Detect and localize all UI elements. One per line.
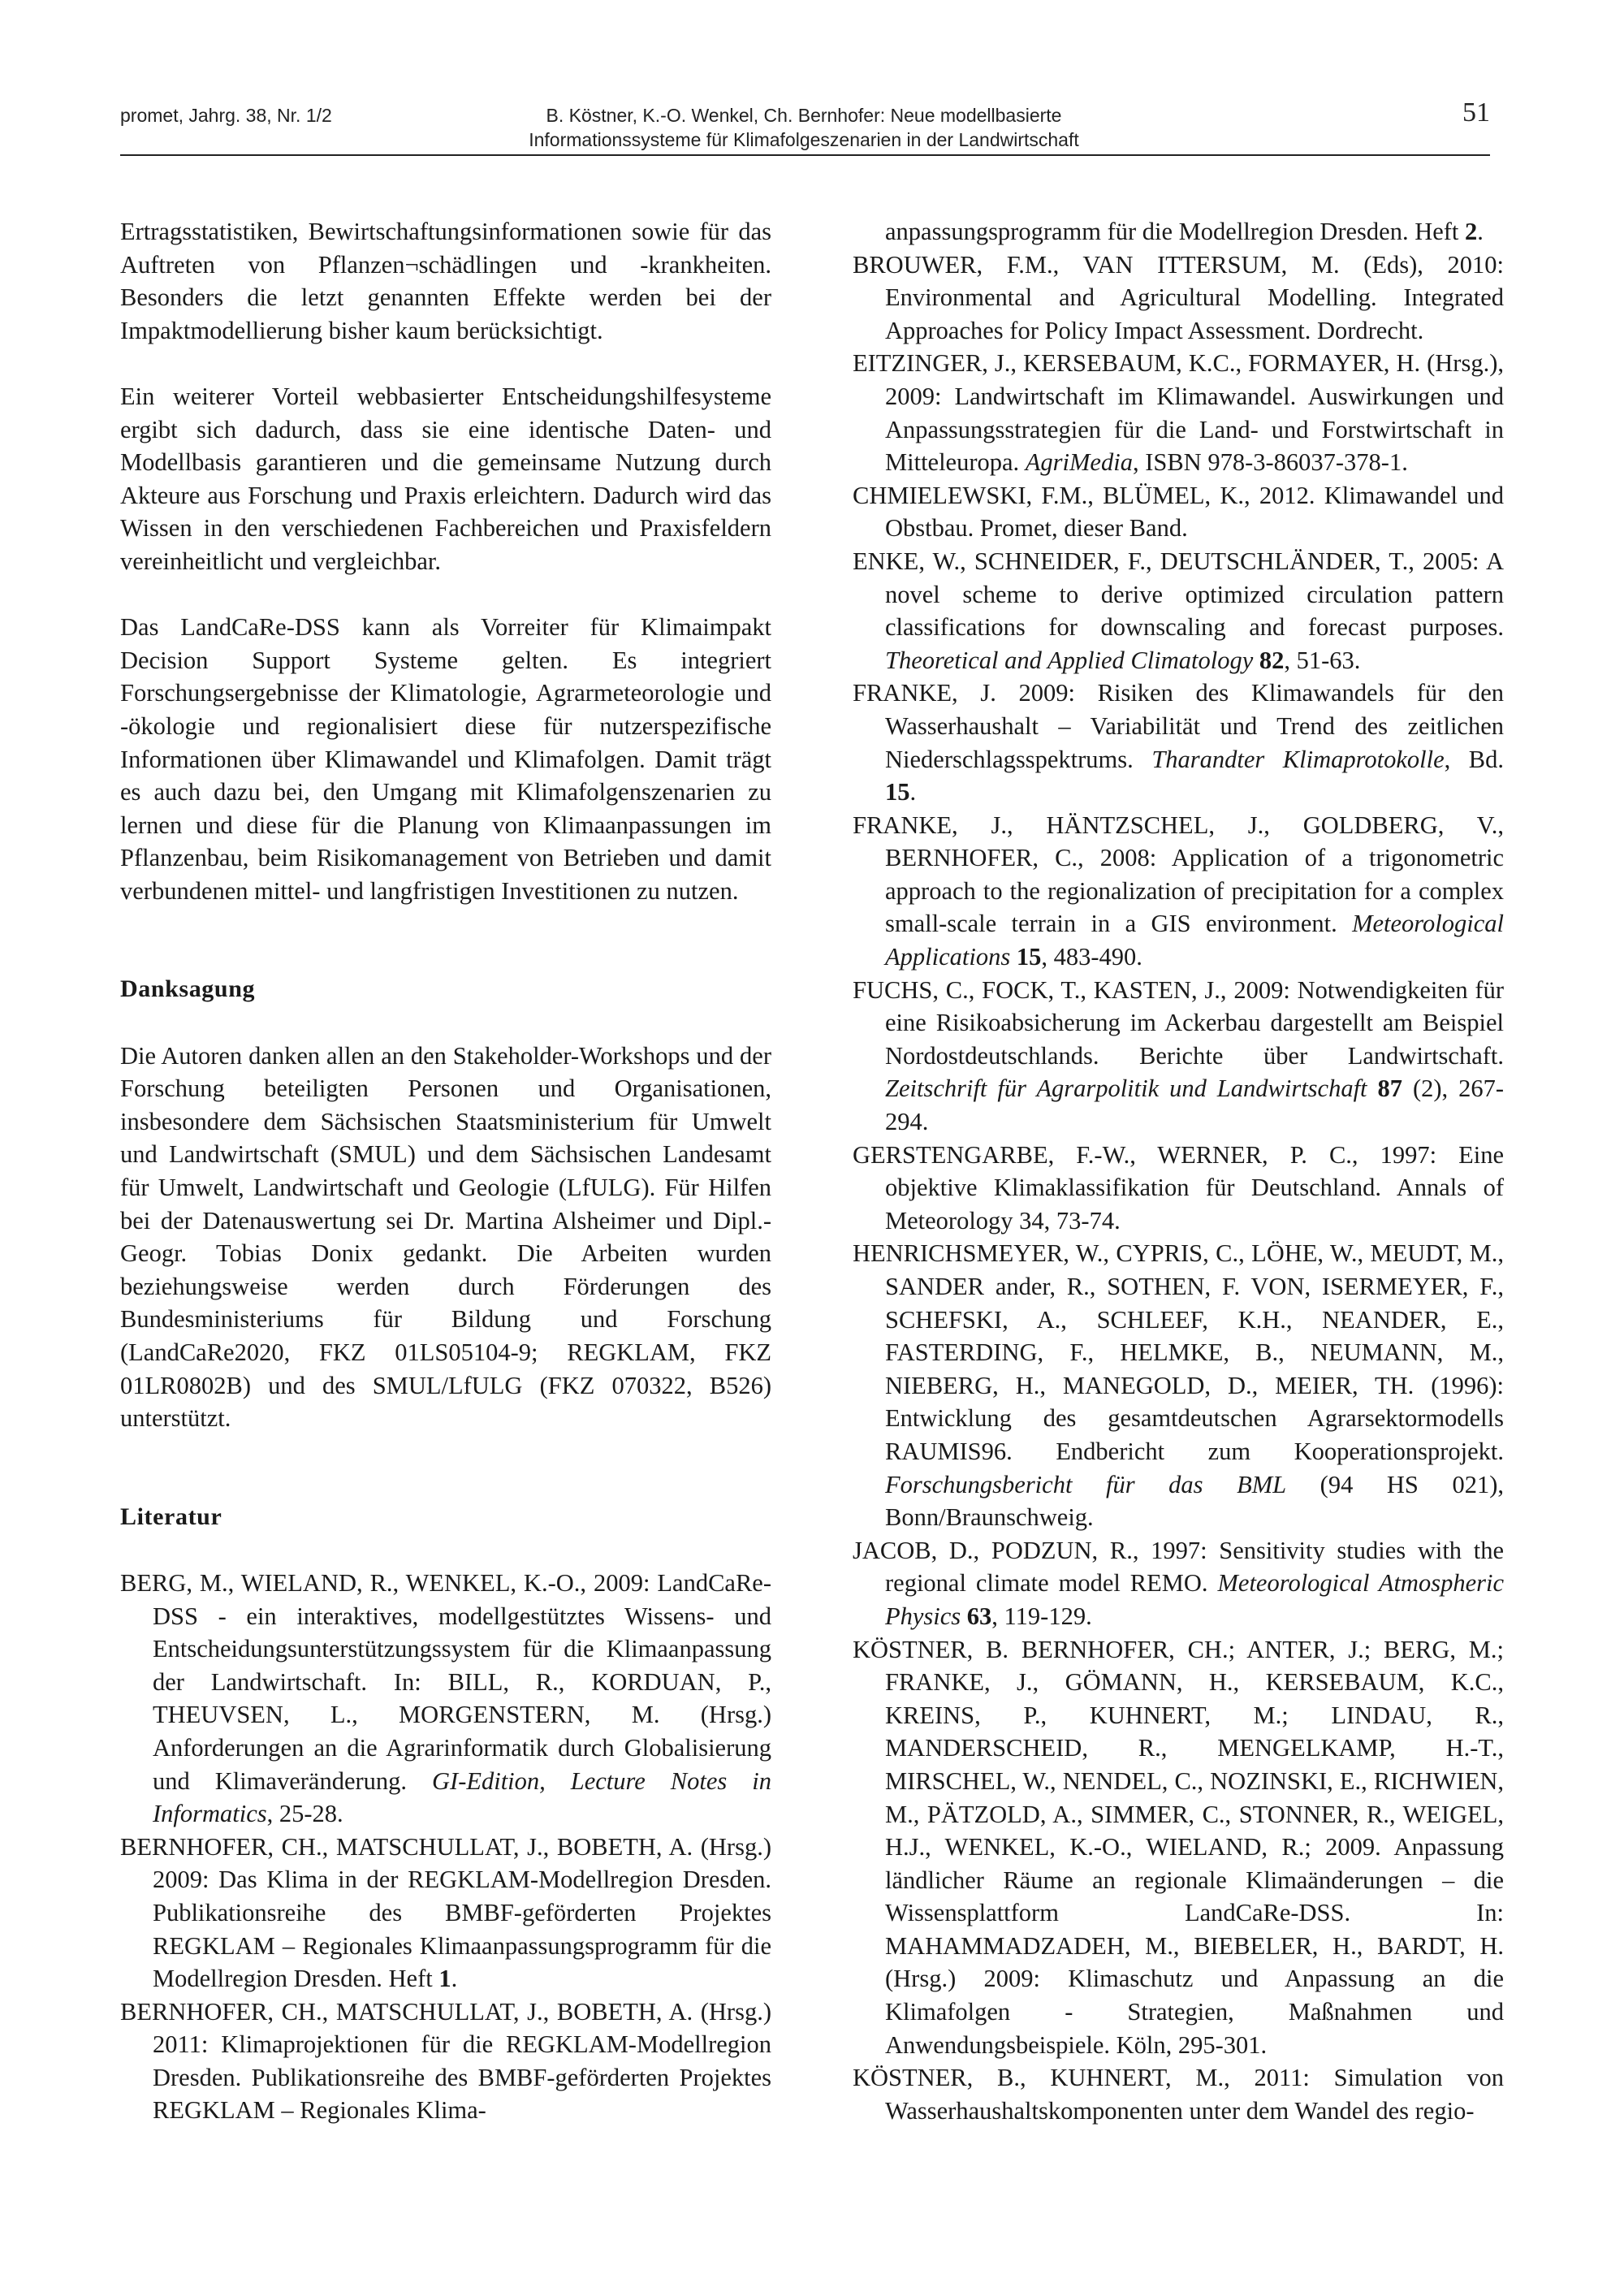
- reference-bernhofer-2011: BERNHOFER, CH., MATSCHULLAT, J., BOBETH, A. (Hrsg.) 2011: Klimaprojektionen für die REGKLAM-Modellregion Dresden. Publikationsreihe des BMBF-geförderten Projektes REGKLAM – Regionales Klima-: [120, 1997, 771, 2125]
- reference-berg: BERG, M., WIELAND, R., WENKEL, K.-O., 2009: LandCaRe-DSS - ein interaktives, modellgestütztes Wissens- und Entscheidungsunterstützungssystem für die Klimaanpassung der Landwirtschaft. In: BILL, R., KORDUAN, P., THEUVSEN, L., MORGENSTERN, M. (Hrsg.) Anforderungen an die Agrarinformatik durch Globalisierung und Klimaveränderung. GI-Edition, Lecture Notes in Informatics, 25-28.: [120, 1568, 771, 1828]
- reference-koestner-2009: KÖSTNER, B. BERNHOFER, CH.; ANTER, J.; BERG, M.; FRANKE, J., GÖMANN, H., KERSEBAUM, K.C., KREINS, P., KUHNERT, M.; LINDAU, R., MANDERSCHEID, R., MENGELKAMP, H.-T., MIRSCHEL, W., NENDEL, C., NOZINSKI, E., RICHWIEN, M., PÄTZOLD, A., SIMMER, C., STONNER, R., WEIGEL, H.J., WENKEL, K.-O., WIELAND, R.; 2009. Anpassung ländlicher Räume an regionale Klimaänderungen – die Wissensplattform LandCaRe-DSS. In: MAHAMMADZADEH, M., BIEBELER, H., BARDT, H. (Hrsg.) 2009: Klimaschutz und Anpassung an die Klimafolgen - Strategien, Maßnahmen und Anwendungsbeispiele. Köln, 295-301.: [853, 1635, 1504, 2059]
- reference-franke-2008: FRANKE, J., HÄNTZSCHEL, J., GOLDBERG, V., BERNHOFER, C., 2008: Application of a trigonometric approach to the regionalization of precipitation for a complex small-scale terrain in a GIS environment. Meteorological Applications 15, 483-490.: [853, 811, 1504, 971]
- reference-enke: ENKE, W., SCHNEIDER, F., DEUTSCHLÄNDER, T., 2005: A novel scheme to derive optimized circulation pattern classifications for downscaling and forecast purposes. Theoretical and Applied Climatology 82, 51-63.: [853, 547, 1504, 674]
- page-number: 51: [1462, 97, 1490, 128]
- reference-gerstengarbe: GERSTENGARBE, F.-W., WERNER, P. C., 1997: Eine objektive Klimaklassifikation für Deutschland. Annals of Meteorology 34, 73-74.: [853, 1140, 1504, 1234]
- header-rule: [120, 154, 1490, 156]
- reference-eitzinger: EITZINGER, J., KERSEBAUM, K.C., FORMAYER, H. (Hrsg.), 2009: Landwirtschaft im Klimawandel. Auswirkungen und Anpassungsstrategien für die Land- und Forstwirtschaft in Mitteleuropa. AgriMedia, ISBN 978-3-86037-378-1.: [853, 349, 1504, 477]
- acknowledgement-text: Die Autoren danken allen an den Stakeholder-Workshops und der Forschung beteiligten Personen und Organisationen, insbesondere dem Sächsischen Staatsministerium für Umwelt und Landwirtschaft (SMUL) und dem Sächsischen Landesamt für Umwelt, Landwirtschaft und Geologie (LfULG). Für Hilfen bei der Datenauswertung sei Dr. Martina Alsheimer und Dipl.-Geogr. Tobias Donix gedankt. Die Arbeiten wurden beziehungsweise werden durch Förderungen des Bundesministeriums für Bildung und Forschung (LandCaRe2020, FKZ 01LS05104-9; REGKLAM, FKZ 01LR0802B) und des SMUL/LfULG (FKZ 070322, B526) unterstützt.: [120, 1041, 771, 1433]
- reference-chmielewski: CHMIELEWSKI, F.M., BLÜMEL, K., 2012. Klimawandel und Obstbau. Promet, dieser Band.: [853, 481, 1504, 543]
- body-paragraph-1: Ertragsstatistiken, Bewirtschaftungsinformationen sowie für das Auftreten von Pflanzen¬schädlingen und -krankheiten. Besonders die letzt genannten Effekte werden bei der Impaktmodellierung bisher kaum berücksichtigt.: [120, 218, 771, 344]
- acknowledgement-heading: Danksagung: [120, 975, 256, 1003]
- left-column: [120, 215, 771, 2127]
- body-paragraph-2: Ein weiterer Vorteil webbasierter Entscheidungshilfesysteme ergibt sich dadurch, dass sie eine identische Daten- und Modellbasis garantieren und die gemeinsame Nutzung durch Akteure aus Forschung und Praxis erleichtern. Dadurch wird das Wissen in den verschiedenen Fachbereichen und Praxisfeldern vereinheitlicht und vergleichbar.: [120, 382, 771, 575]
- right-column: [853, 215, 1504, 2127]
- body-paragraph-3: Das LandCaRe-DSS kann als Vorreiter für Klimaimpakt Decision Support Systeme gelten. Es integriert Forschungsergebnisse der Klimatologie, Agrarmeteorologie und -ökologie und regionalisiert diese für nutzerspezifische Informationen über Klimawandel und Klimafolgen. Damit trägt es auch dazu bei, den Umgang mit Klimafolgenszenarien zu lernen und diese für die Planung von Klimaanpassungen im Pflanzenbau, beim Risikomanagement von Betrieben und damit verbundenen mittel- und langfristigen Investitionen zu nutzen.: [120, 613, 771, 905]
- reference-franke-2009: FRANKE, J. 2009: Risiken des Klimawandels für den Wasserhaushalt – Variabilität und Trend des zeitlichen Niederschlagsspektrums. Tharandter Klimaprotokolle, Bd. 15.: [853, 679, 1505, 806]
- reference-bernhofer-2009: BERNHOFER, CH., MATSCHULLAT, J., BOBETH, A. (Hrsg.) 2009: Das Klima in der REGKLAM-Modellregion Dresden. Publikationsreihe des BMBF-geförderten Projektes REGKLAM – Regionales Klimaanpassungsprogramm für die Modellregion Dresden. Heft 1.: [120, 1832, 771, 1993]
- reference-brouwer: BROUWER, F.M., VAN ITTERSUM, M. (Eds), 2010: Environmental and Agricultural Modelling. Integrated Approaches for Policy Impact Assessment. Dordrecht.: [853, 250, 1504, 344]
- running-head-title-line2: Informationssysteme für Klimafolgeszenarien in der Landwirtschaft: [529, 129, 1079, 150]
- running-head-title: [455, 103, 1153, 152]
- reference-henrichsmeyer: HENRICHSMEYER, W., CYPRIS, C., LÖHE, W., MEUDT, M., SANDER ander, R., SOTHEN, F. VON, ISERMEYER, F., SCHEFSKI, A., SCHLEEF, K.H., NEANDER, E., FASTERDING, F., HELMKE, B., NEUMANN, M., NIEBERG, H., MANEGOLD, D., MEIER, TH. (1996): Entwicklung des gesamtdeutschen Agrarsektormodells RAUMIS96. Endbericht zum Kooperationsprojekt. Forschungsbericht für das BML (94 HS 021), Bonn/Braunschweig.: [853, 1239, 1504, 1532]
- reference-koestner-2011: KÖSTNER, B., KUHNERT, M., 2011: Simulation von Wasserhaushaltskomponenten unter dem Wandel des regio-: [853, 2064, 1504, 2125]
- running-head-journal: promet, Jahrg. 38, Nr. 1/2: [120, 105, 332, 126]
- reference-jacob: JACOB, D., PODZUN, R., 1997: Sensitivity studies with the regional climate model REMO. Meteorological Atmospheric Physics 63, 119-129.: [853, 1536, 1504, 1630]
- reference-fuchs: FUCHS, C., FOCK, T., KASTEN, J., 2009: Notwendigkeiten für eine Risikoabsicherung im Ackerbau dargestellt am Beispiel Nordostdeutschlands. Berichte über Landwirtschaft. Zeitschrift für Agrarpolitik und Landwirtschaft 87 (2), 267-294.: [853, 975, 1504, 1136]
- literature-heading: Literatur: [120, 1503, 222, 1530]
- running-head-title-line1: B. Köstner, K.-O. Wenkel, Ch. Bernhofer: Neue modellbasierte: [546, 105, 1062, 126]
- reference-bernhofer-2011-continued: anpassungsprogramm für die Modellregion Dresden. Heft 2.: [885, 218, 1484, 245]
